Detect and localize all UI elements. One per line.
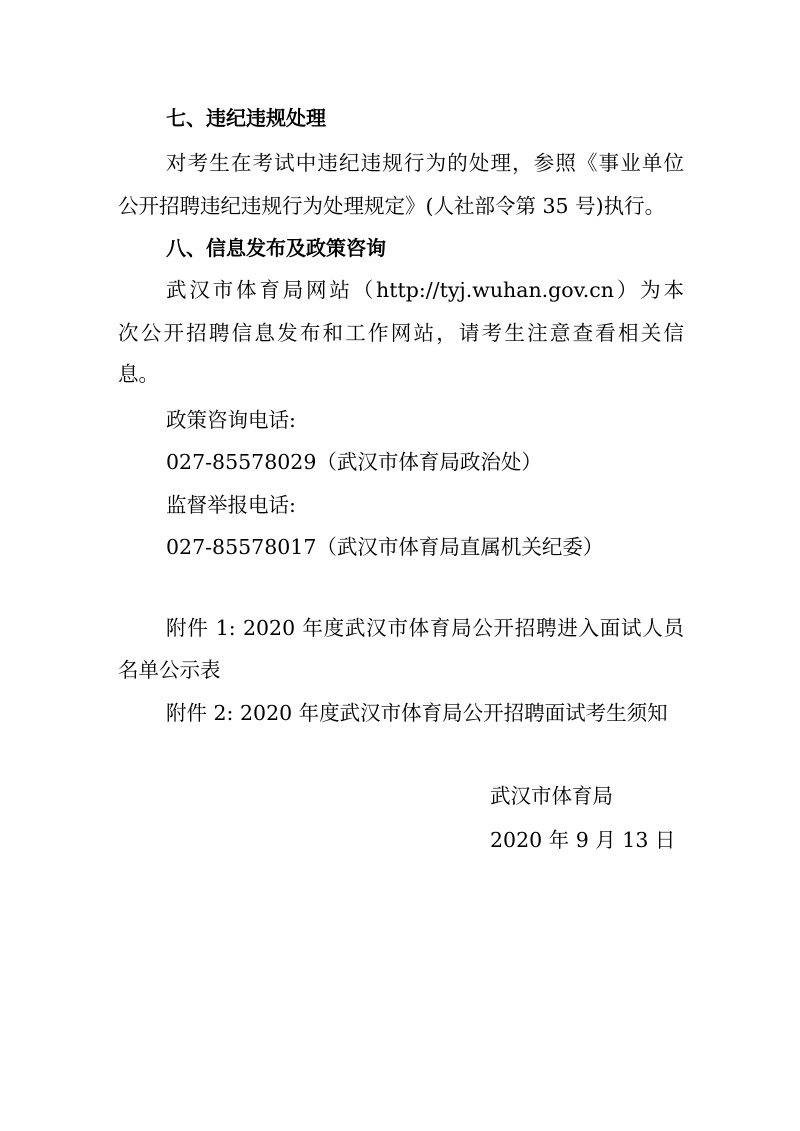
- section-8-paragraph-line-1: 武汉市体育局网站（http://tyj.wuhan.gov.cn）为本: [166, 278, 684, 302]
- attachment-1-line-1: 附件 1: 2020 年度武汉市体育局公开招聘进入面试人员: [166, 616, 684, 640]
- report-label: 监督举报电话:: [166, 493, 296, 517]
- section-7-paragraph-line-2: 公开招聘违纪违规行为处理规定》(人社部令第 35 号)执行。: [118, 194, 666, 218]
- attachment-1-line-2: 名单公示表: [118, 658, 221, 682]
- policy-consult-label: 政策咨询电话:: [166, 408, 296, 432]
- section-8-paragraph-line-3: 息。: [118, 362, 159, 386]
- attachment-2: 附件 2: 2020 年度武汉市体育局公开招聘面试考生须知: [166, 701, 668, 725]
- section-8-heading: 八、信息发布及政策咨询: [166, 236, 386, 260]
- section-8-paragraph-line-2: 次公开招聘信息发布和工作网站，请考生注意查看相关信: [118, 321, 684, 345]
- section-7-paragraph-line-1: 对考生在考试中违纪违规行为的处理，参照《事业单位: [166, 151, 684, 175]
- policy-consult-phone: 027-85578029（武汉市体育局政治处）: [166, 450, 542, 474]
- signature-date: 2020 年 9 月 13 日: [490, 828, 676, 852]
- signature-organization: 武汉市体育局: [490, 784, 613, 808]
- report-phone: 027-85578017（武汉市体育局直属机关纪委）: [166, 535, 604, 559]
- section-7-heading: 七、违纪违规处理: [166, 106, 326, 130]
